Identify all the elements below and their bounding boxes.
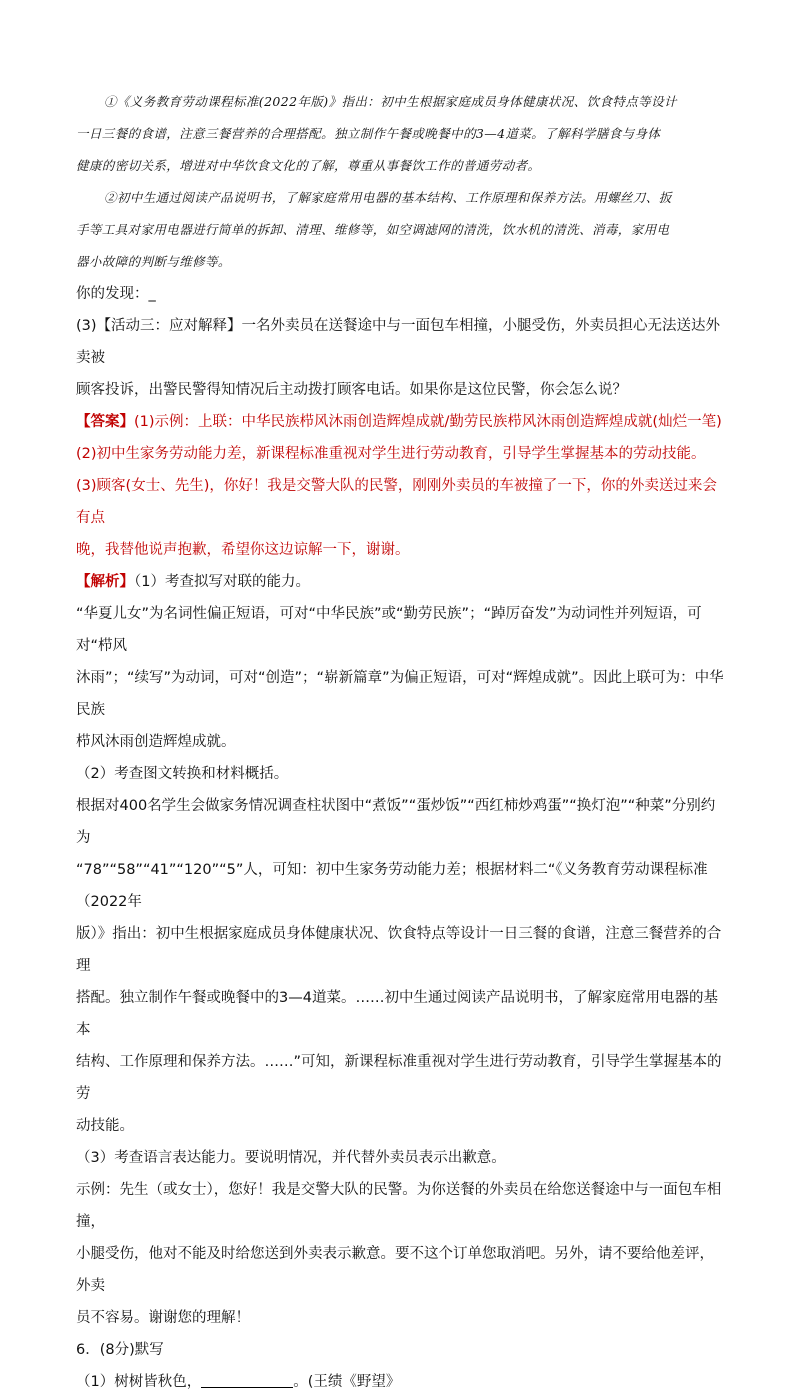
answer-2: (2)初中生家务劳动能力差，新课程标准重视对学生进行劳动教育，引导学生掌握基本的劳动技能。 <box>76 446 706 462</box>
analysis-p3-line3: 员不容易。谢谢您的理解！ <box>76 1310 250 1326</box>
fill-in-blank[interactable] <box>201 1371 293 1388</box>
answer-3-line1: (3)顾客(女士、先生)，你好！我是交警大队的民警，刚刚外卖员的车被撞了一下，你的外卖送过来会有点 <box>76 478 717 526</box>
question-3-line1: (3)【活动三：应对解释】一名外卖员在送餐途中与一面包车相撞，小腿受伤，外卖员担心无法送达外卖被 <box>76 318 721 366</box>
analysis-label: 【解析】 <box>76 574 134 590</box>
material-block <box>76 86 736 278</box>
analysis-p2-line1: 根据对400名学生会做家务情况调查柱状图中“煮饭”“蛋炒饭”“西红柿炒鸡蛋”“换灯泡”“种菜”分别约为 <box>76 798 716 846</box>
analysis-p2-line5: 结构、工作原理和保养方法。……”可知，新课程标准重视对学生进行劳动教育，引导学生掌握基本的劳 <box>76 1054 722 1102</box>
material-p2-line3: 器小故障的判断与维修等。 <box>76 254 231 269</box>
question-6-title: 6．(8分)默写 <box>76 1342 164 1358</box>
material-p1-line2: 一日三餐的食谱，注意三餐营养的合理搭配。独立制作午餐或晚餐中的3—4道菜。了解科学膳食与身体 <box>76 126 661 141</box>
answer-label: 【答案】 <box>76 414 134 430</box>
material-p2-line1: ②初中生通过阅读产品说明书，了解家庭常用电器的基本结构、工作原理和保养方法。用螺丝刀、扳 <box>104 190 672 205</box>
material-p1-line1: ①《义务教育劳动课程标准(2022年版)》指出：初中生根据家庭成员身体健康状况、饮食特点等设计 <box>104 94 677 109</box>
analysis-p2-line2: “78”“58”“41”“120”“5”人，可知：初中生家务劳动能力差；根据材料二“《义务教育劳动课程标准（2022年 <box>76 862 708 910</box>
analysis-p1-line3: 栉风沐雨创造辉煌成就。 <box>76 734 236 750</box>
analysis-p2-line6: 动技能。 <box>76 1118 134 1134</box>
analysis-p1-line1: “华夏儿女”为名词性偏正短语，可对“中华民族”或“勤劳民族”；“踔厉奋发”为动词性并列短语，可对“栉风 <box>76 606 702 654</box>
analysis-p2-line4: 搭配。独立制作午餐或晚餐中的3—4道菜。……初中生通过阅读产品说明书，了解家庭常用电器的基本 <box>76 990 718 1038</box>
question-6-item-1: （1）树树皆秋色， 。(王绩《野望》 <box>76 1366 726 1398</box>
answer-3-line2: 晚，我替他说声抱歉，希望你这边谅解一下，谢谢。 <box>76 542 410 558</box>
analysis-p3-line1: 示例：先生（或女士），您好！我是交警大队的民警。为你送餐的外卖员在给您送餐途中与一面包车相撞， <box>76 1182 722 1230</box>
material-p2-line2: 手等工具对家用电器进行简单的拆卸、清理、维修等，如空调滤网的清洗，饮水机的清洗、消毒，家用电 <box>76 222 670 237</box>
question-3-line2: 顾客投诉，出警民警得知情况后主动拨打顾客电话。如果你是这位民警，你会怎么说？ <box>76 382 627 398</box>
analysis-heading-2: （2）考查图文转换和材料概括。 <box>76 766 289 782</box>
analysis-heading-1: 【解析】（1）考查拟写对联的能力。 <box>76 574 310 590</box>
question-answer-block <box>76 278 726 1398</box>
material-p1-line3: 健康的密切关系，增进对中华饮食文化的了解，尊重从事餐饮工作的普通劳动者。 <box>76 158 541 173</box>
answer-1: 【答案】(1)示例：上联：中华民族栉风沐雨创造辉煌成就/勤劳民族栉风沐雨创造辉煌成就(灿烂一笔) <box>76 414 722 430</box>
analysis-p3-line2: 小腿受伤，他对不能及时给您送到外卖表示歉意。要不这个订单您取消吧。另外，请不要给他差评，外卖 <box>76 1246 714 1294</box>
analysis-p2-line3: 版）》指出：初中生根据家庭成员身体健康状况、饮食特点等设计一日三餐的食谱，注意三餐营养的合理 <box>76 926 722 974</box>
analysis-p1-line2: 沐雨”；“续写”为动词，可对“创造”；“崭新篇章”为偏正短语，可对“辉煌成就”。因此上联可为：中华民族 <box>76 670 724 718</box>
analysis-heading-3: （3）考查语言表达能力。要说明情况，并代替外卖员表示出歉意。 <box>76 1150 506 1166</box>
finding-line: 你的发现：_ <box>76 286 156 302</box>
